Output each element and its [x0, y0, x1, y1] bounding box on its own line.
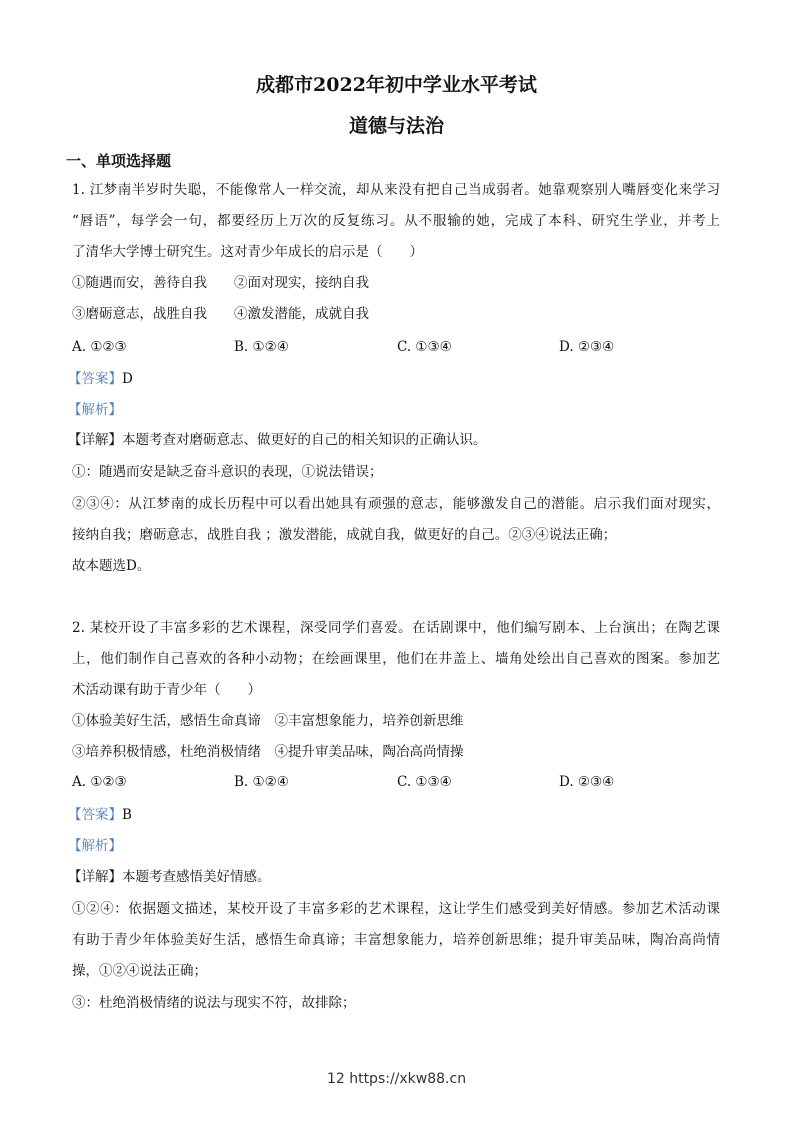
question-text: 上，他们制作自己喜欢的各种小动物；在绘画课里，他们在井盖上、墙角处绘出自己喜欢的图案。参加艺	[72, 651, 720, 667]
detail-text: 操，①②④说法正确；	[72, 963, 207, 979]
option-c: C. ①③④	[397, 339, 452, 355]
detail-text: ②③④：从江梦南的成长历程中可以看出她具有顽强的意志，能够激发自己的潜能。启示我们面对现实，	[72, 496, 720, 512]
detail-text: ③：杜绝消极情绪的说法与现实不符，故排除；	[72, 995, 356, 1011]
detail-text: 【详解】本题考查感悟美好情感。	[68, 869, 271, 885]
detail-text: 【详解】本题考查对磨砺意志、做更好的自己的相关知识的正确认识。	[68, 432, 487, 448]
answer-value: B	[122, 807, 132, 823]
detail-text: ①：随遇而安是缺乏奋斗意识的表现，①说法错误；	[72, 464, 383, 480]
option-d: D. ②③④	[559, 774, 615, 790]
detail-text: 故本题选D。	[72, 558, 151, 574]
section-heading: 一、单项选择题	[66, 152, 172, 170]
answer-label: 【答案】	[68, 807, 122, 823]
analysis-label: 【解析】	[68, 402, 122, 418]
question-text: 术活动课有助于青少年（ ）	[72, 682, 261, 698]
statement: ③培养积极情感，杜绝消极情绪 ④提升审美品味，陶冶高尚情操	[72, 744, 464, 760]
option-d: D. ②③④	[559, 339, 615, 355]
option-a: A. ①②③	[72, 774, 127, 790]
detail-text: 接纳自我；磨砺意志，战胜自我 ；激发潜能，成就自我，做更好的自己。②③④说法正确；	[72, 527, 617, 543]
detail-text: 有助于青少年体验美好生活，感悟生命真谛；丰富想象能力，培养创新思维；提升审美品味，陶冶高尚情	[72, 932, 720, 948]
option-c: C. ①③④	[397, 774, 452, 790]
exam-subject: 道德与法治	[348, 115, 444, 137]
question-text: “唇语”，每学会一句，都要经历上万次的反复练习。从不服输的她，完成了本科、研究生学业，并考上	[72, 213, 720, 229]
option-b: B. ①②④	[234, 774, 289, 790]
answer-line	[68, 370, 133, 388]
option-a: A. ①②③	[72, 339, 127, 355]
answer-value: D	[122, 371, 133, 387]
question-text: 1. 江梦南半岁时失聪，不能像常人一样交流，却从来没有把自己当成弱者。她靠观察别人嘴唇变化来学习	[72, 182, 720, 198]
exam-title: 成都市2022年初中学业水平考试	[256, 74, 537, 96]
statement: ①体验美好生活，感悟生命真谛 ②丰富想象能力，培养创新思维	[72, 713, 464, 729]
question-text: 2. 某校开设了丰富多彩的艺术课程，深受同学们喜爱。在话剧课中，他们编写剧本、上台演出；在陶艺课	[72, 620, 720, 636]
question-text: 了清华大学博士研究生。这对青少年成长的启示是（ ）	[72, 244, 423, 260]
answer-line	[68, 806, 132, 824]
statement: ①随遇而安，善待自我 ②面对现实，接纳自我	[72, 275, 369, 291]
statement: ③磨砺意志，战胜自我 ④激发潜能，成就自我	[72, 306, 369, 322]
option-b: B. ①②④	[234, 339, 289, 355]
detail-text: ①②④：依据题文描述，某校开设了丰富多彩的艺术课程，这让学生们感受到美好情感。参加艺术活动课	[72, 901, 720, 917]
analysis-label: 【解析】	[68, 838, 122, 854]
answer-label: 【答案】	[68, 371, 122, 387]
page-footer: 12 https://xkw88.cn	[326, 1071, 467, 1087]
